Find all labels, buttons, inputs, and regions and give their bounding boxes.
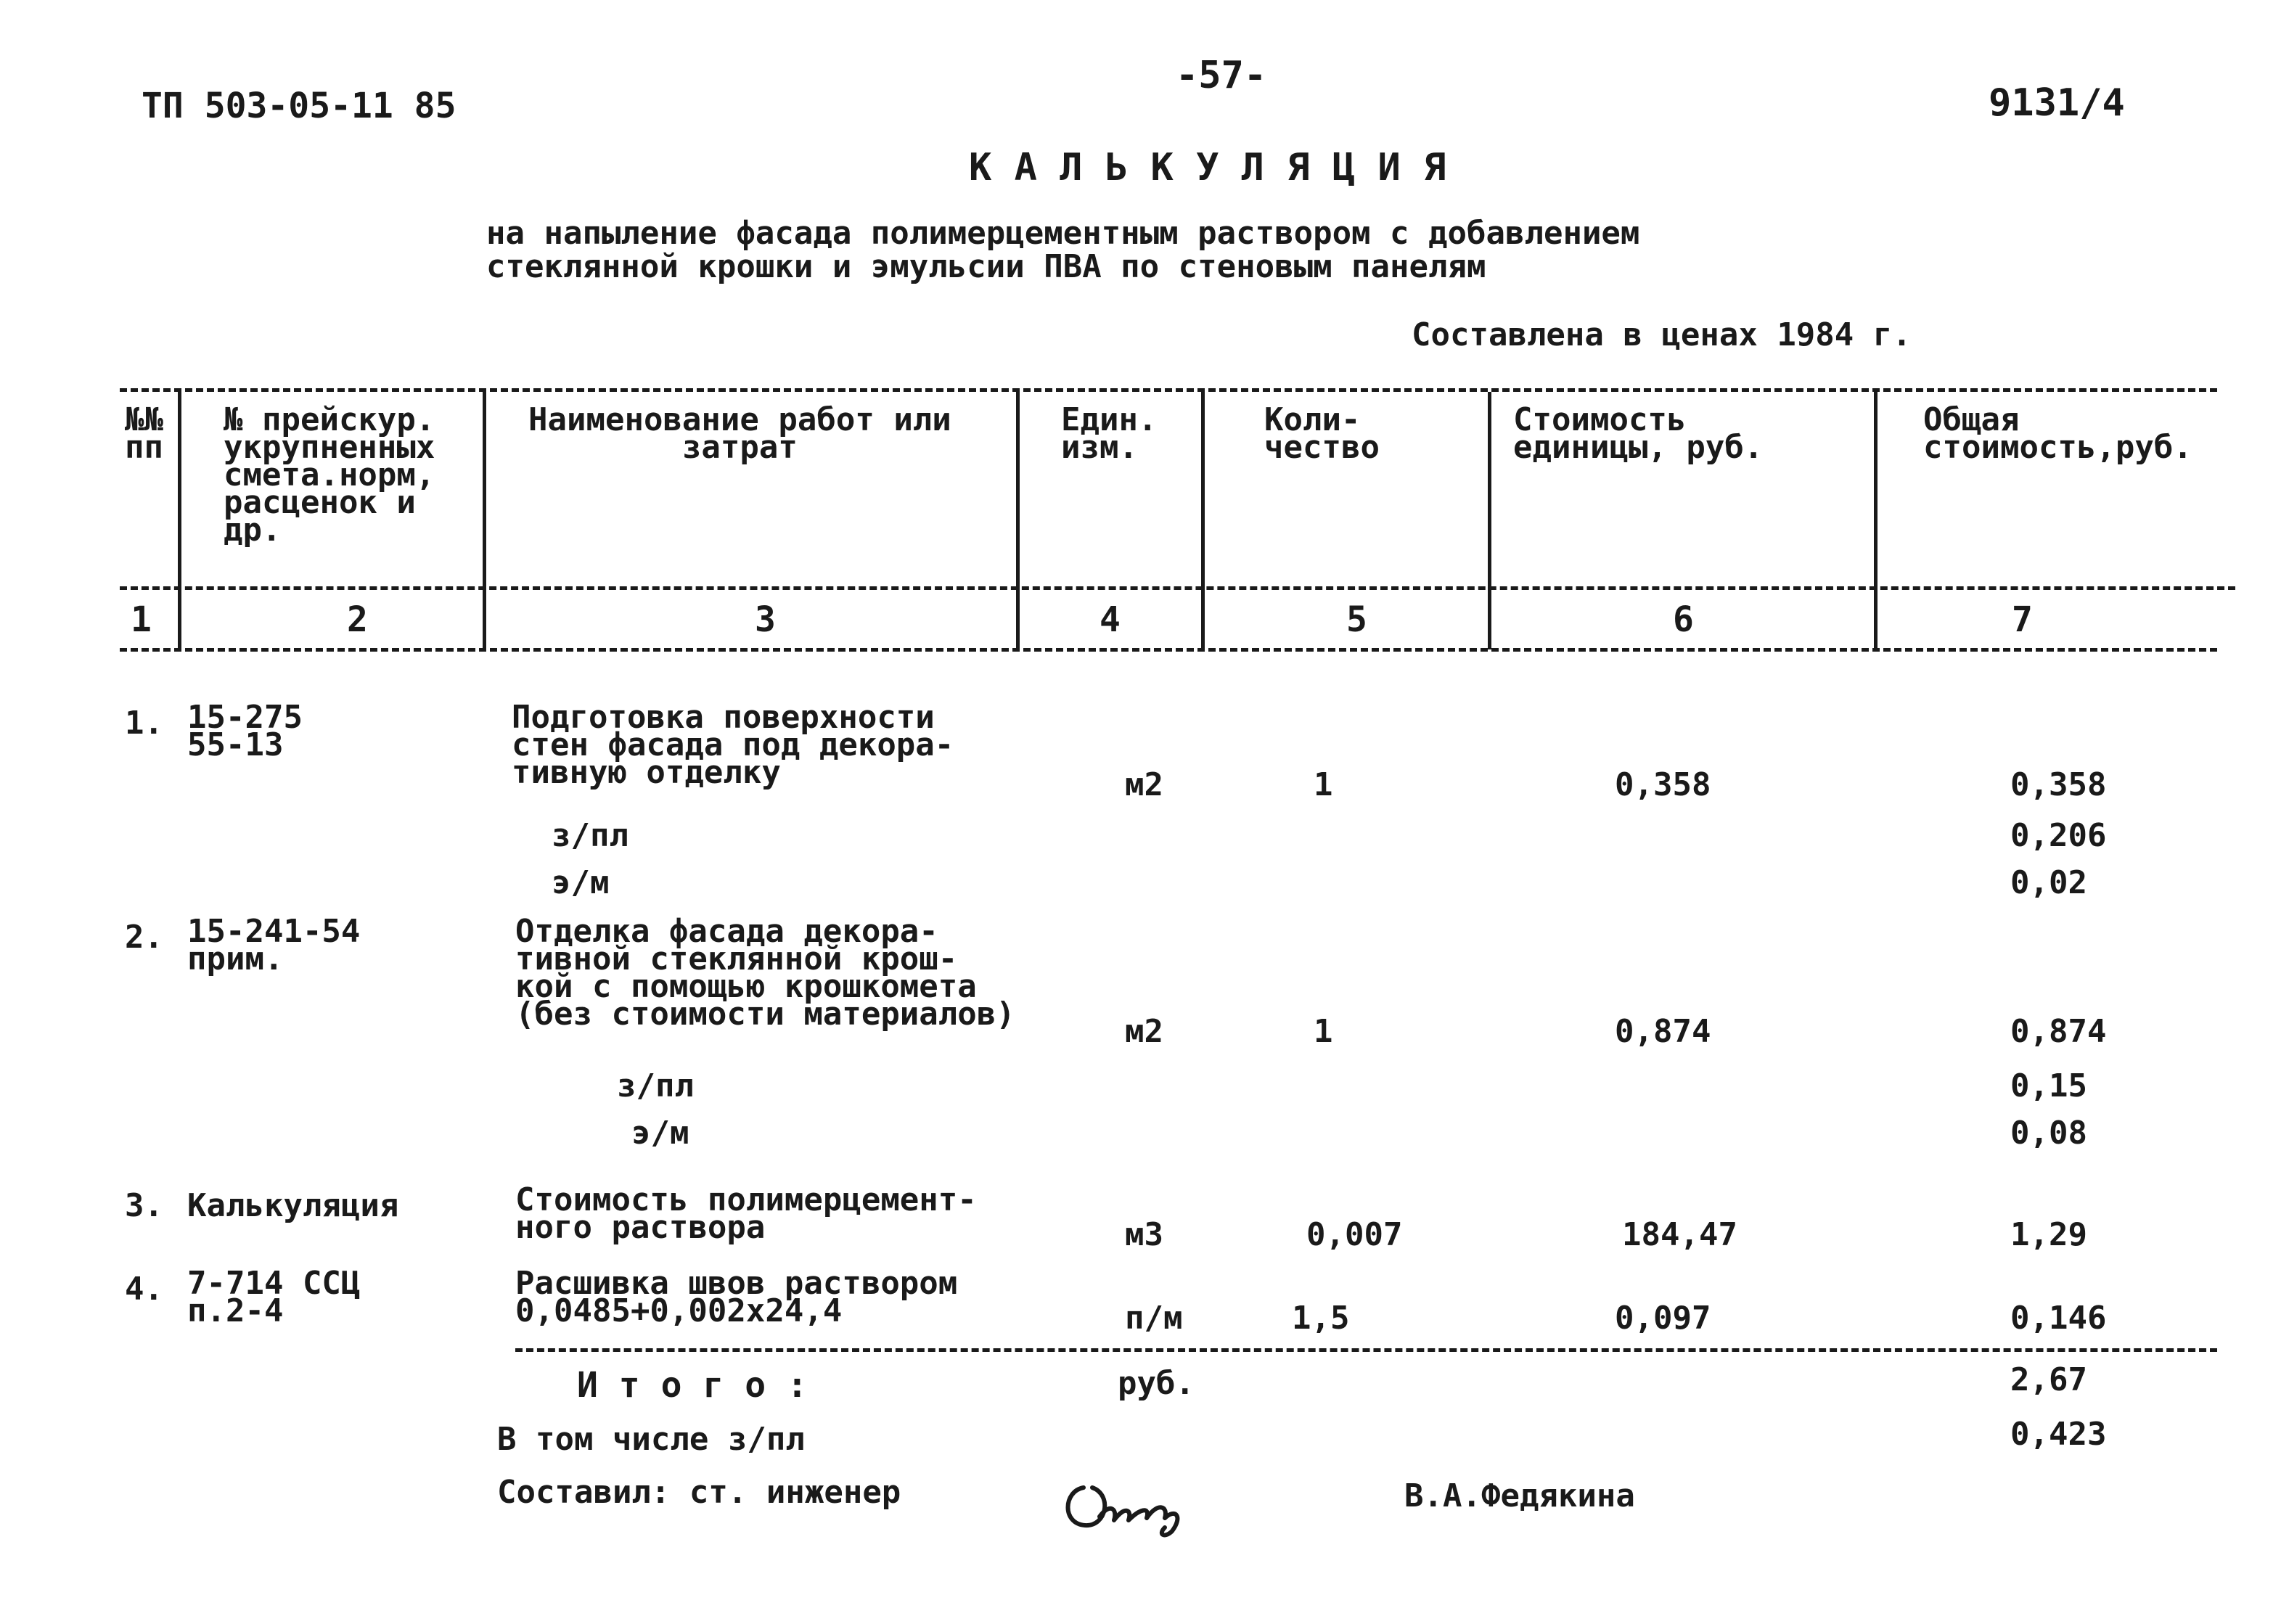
row-4-code: 7-714 ССЦ п.2-4	[187, 1265, 361, 1329]
col-num-6: 6	[1673, 599, 1694, 640]
row-3-unit: м3	[1125, 1216, 1163, 1253]
compiled-label: Составил: ст. инженер	[497, 1474, 901, 1511]
row-2-sub-2-label: э/м	[631, 1115, 689, 1152]
page-title: К А Л Ь К У Л Я Ц И Я	[969, 146, 1446, 189]
row-2-qty: 1	[1314, 1013, 1333, 1050]
row-2-price: 0,874	[1615, 1013, 1711, 1050]
row-1-code: 15-275 55-13	[187, 699, 303, 763]
col-divider-1	[178, 392, 181, 649]
subtitle-line-2: стеклянной крошки и эмульсии ПВА по стеновым панелям	[486, 248, 1486, 285]
row-1-sub-1-total: 0,206	[2010, 817, 2107, 854]
col-num-2: 2	[347, 599, 368, 640]
row-3-qty: 0,007	[1306, 1216, 1403, 1253]
header-mid-rule	[120, 586, 2235, 590]
col-divider-6	[1874, 392, 1878, 649]
col-divider-5	[1488, 392, 1491, 649]
col-header-4: Един. изм.	[1061, 401, 1158, 466]
row-1-sub-2-label: э/м	[552, 864, 610, 901]
col-num-5: 5	[1346, 599, 1367, 640]
row-1-qty: 1	[1314, 766, 1333, 803]
row-2-unit: м2	[1125, 1013, 1163, 1050]
row-1-total: 0,358	[2010, 766, 2107, 803]
row-1-name: Подготовка поверхности стен фасада под декора- тивную отделку	[512, 699, 954, 791]
col-num-7: 7	[2012, 599, 2033, 640]
col-divider-3	[1016, 392, 1020, 649]
row-3-total: 1,29	[2010, 1216, 2087, 1253]
row-2-no: 2.	[125, 919, 163, 956]
incl-label: В том числе з/пл	[497, 1421, 805, 1458]
prices-note: Составлена в ценах 1984 г.	[1412, 316, 1912, 353]
row-1-sub-1-label: з/пл	[552, 817, 628, 854]
row-3-price: 184,47	[1622, 1216, 1737, 1253]
col-header-2: № прейскур. укрупненных смета.норм, расценок и др.	[224, 401, 435, 549]
col-header-5: Коли- чество	[1264, 401, 1380, 466]
row-4-price: 0,097	[1615, 1300, 1711, 1337]
incl-value: 0,423	[2010, 1416, 2107, 1453]
row-2-sub-1-total: 0,15	[2010, 1067, 2087, 1104]
row-4-name: Расшивка швов раствором 0,0485+0,002х24,4	[515, 1265, 958, 1329]
total-value: 2,67	[2010, 1361, 2087, 1398]
compiler-name: В.А.Федякина	[1404, 1477, 1635, 1514]
col-header-7: Общая стоимость,руб.	[1923, 401, 2192, 466]
row-3-no: 3.	[125, 1187, 163, 1224]
row-1-sub-2-total: 0,02	[2010, 864, 2087, 901]
col-divider-2	[483, 392, 486, 649]
header-top-rule	[120, 388, 2217, 392]
row-4-unit: п/м	[1125, 1300, 1183, 1337]
col-divider-4	[1201, 392, 1205, 649]
col-header-3: Наименование работ или затрат	[528, 401, 951, 466]
summary-rule	[515, 1348, 2217, 1352]
col-num-3: 3	[755, 599, 776, 640]
row-2-name: Отделка фасада декора- тивной стеклянной крош- кой с помощью крошкомета (без стоимости материалов)	[515, 913, 1015, 1033]
row-3-name: Стоимость полимерцемент- ного раствора	[515, 1181, 977, 1246]
row-3-code: Калькуляция	[187, 1187, 399, 1224]
total-label: И т о г о :	[577, 1365, 808, 1406]
row-4-total: 0,146	[2010, 1300, 2107, 1337]
sheet-code: 9131/4	[1989, 81, 2125, 125]
col-num-1: 1	[131, 599, 152, 640]
col-header-6: Стоимость единицы, руб.	[1513, 401, 1764, 466]
row-2-total: 0,874	[2010, 1013, 2107, 1050]
row-4-no: 4.	[125, 1271, 163, 1308]
doc-code: ТП 503-05-11 85	[142, 86, 456, 126]
subtitle-line-1: на напыление фасада полимерцементным раствором с добавлением	[486, 215, 1640, 252]
row-2-sub-1-label: з/пл	[617, 1067, 694, 1104]
header-bottom-rule	[120, 648, 2217, 652]
row-2-sub-2-total: 0,08	[2010, 1115, 2087, 1152]
signature	[1056, 1466, 1201, 1546]
row-1-price: 0,358	[1615, 766, 1711, 803]
total-unit: руб.	[1118, 1365, 1195, 1402]
col-num-4: 4	[1100, 599, 1121, 640]
row-4-qty: 1,5	[1292, 1300, 1350, 1337]
page-number: -57-	[1176, 54, 1267, 97]
row-2-code: 15-241-54 прим.	[187, 913, 361, 977]
col-header-1: №№ пп	[125, 401, 163, 466]
row-1-no: 1.	[125, 705, 163, 742]
row-1-unit: м2	[1125, 766, 1163, 803]
